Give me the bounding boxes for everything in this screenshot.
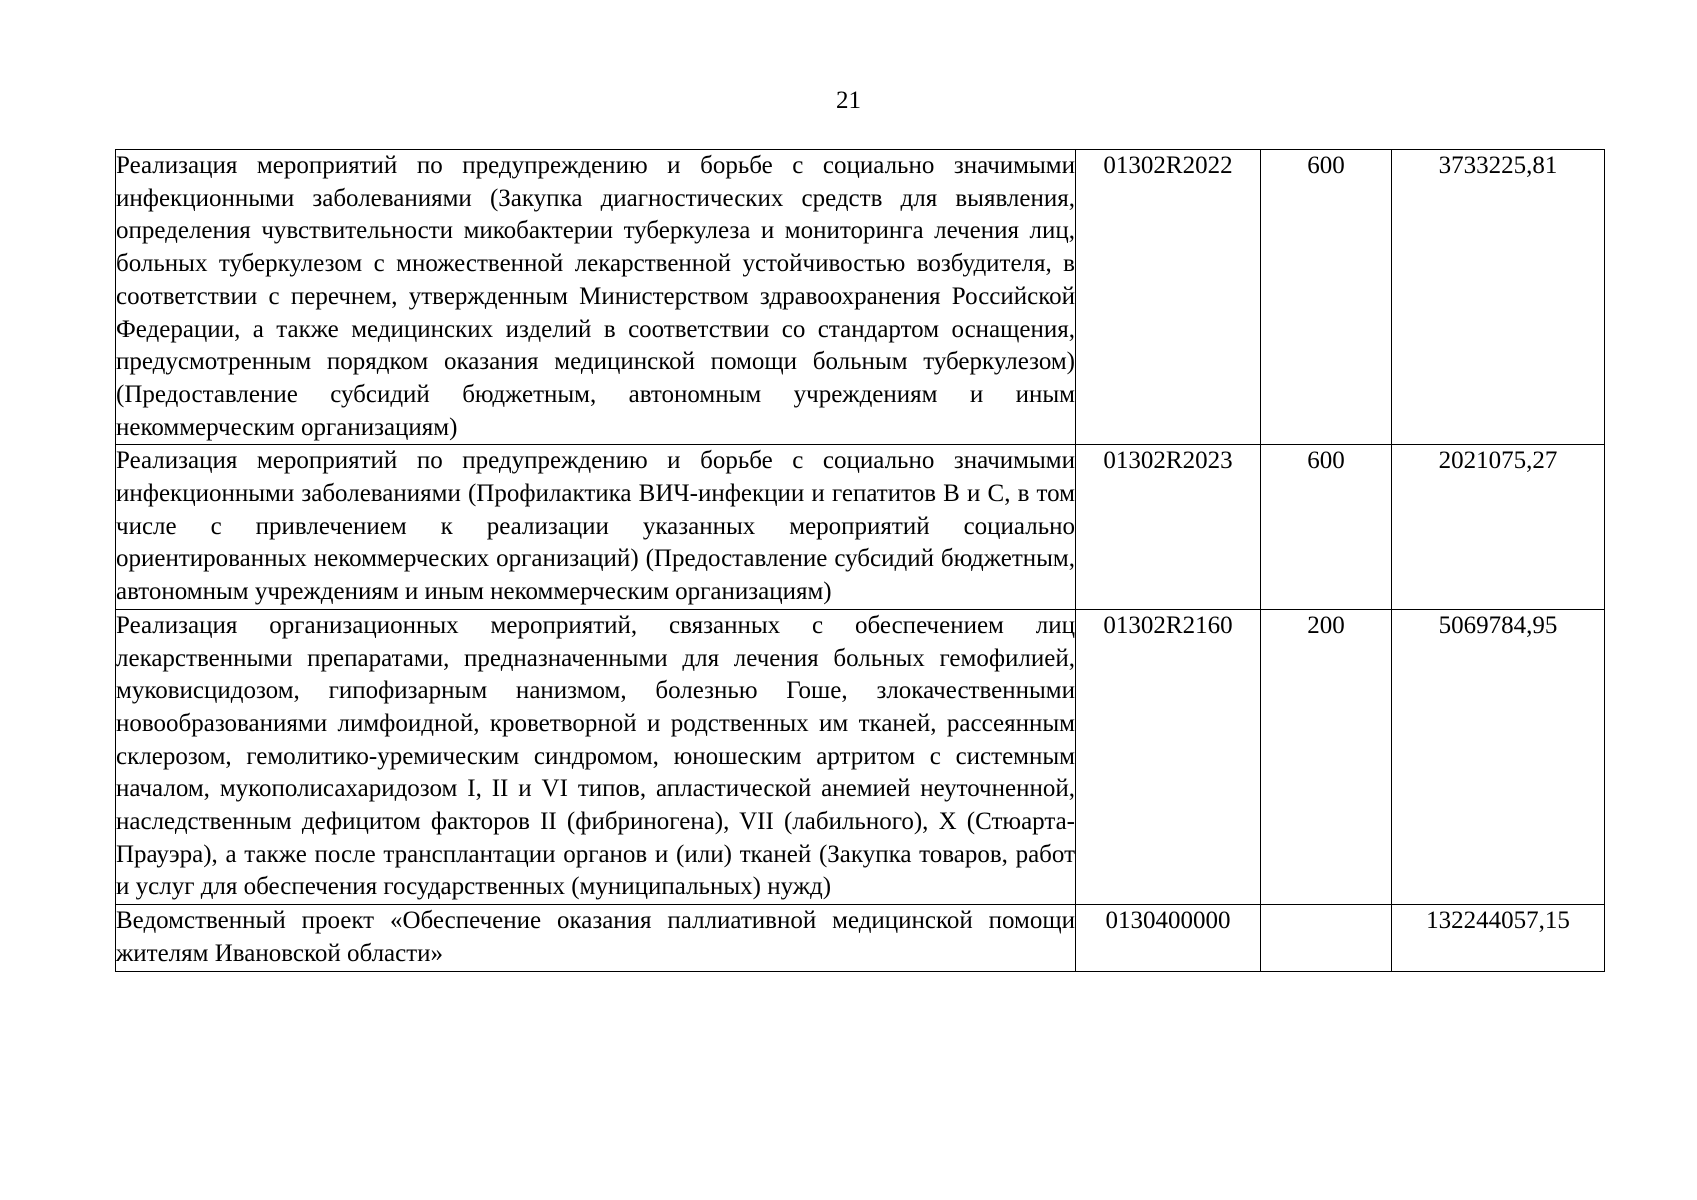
amount-cell: 132244057,15 xyxy=(1392,905,1605,971)
table-row xyxy=(116,609,1605,904)
amount-cell: 2021075,27 xyxy=(1392,445,1605,610)
budget-table xyxy=(115,149,1605,972)
expense-type-cell: 600 xyxy=(1261,150,1392,445)
table-row xyxy=(116,905,1605,971)
amount-cell: 3733225,81 xyxy=(1392,150,1605,445)
target-code-cell: 01302R2160 xyxy=(1076,609,1261,904)
expense-type-cell xyxy=(1261,905,1392,971)
target-code-cell: 0130400000 xyxy=(1076,905,1261,971)
expense-type-cell: 200 xyxy=(1261,609,1392,904)
expense-name-cell: Реализация мероприятий по предупреждению и борьбе с социально значимыми инфекционными заболеваниями (Профилактика ВИЧ-инфекции и гепатитов B и C, в том числе с привлечением к реализации указанных мероприятий социально ориентированных некоммерческих организаций) (Предоставление субсидий бюджетным, автономным учреждениям и иным некоммерческим организациям) xyxy=(116,445,1076,610)
page-number: 21 xyxy=(836,87,861,114)
expense-name-cell: Ведомственный проект «Обеспечение оказания паллиативной медицинской помощи жителям Ивановской области» xyxy=(116,905,1076,971)
amount-cell: 5069784,95 xyxy=(1392,609,1605,904)
target-code-cell: 01302R2023 xyxy=(1076,445,1261,610)
expense-name-cell: Реализация мероприятий по предупреждению и борьбе с социально значимыми инфекционными заболеваниями (Закупка диагностических средств для выявления, определения чувствительности микобактерии туберкулеза и мониторинга лечения лиц, больных туберкулезом с множественной лекарственной устойчивостью возбудителя, в соответствии с перечнем, утвержденным Министерством здравоохранения Российской Федерации, а также медицинских изделий в соответствии со стандартом оснащения, предусмотренным порядком оказания медицинской помощи больным туберкулезом) (Предоставление субсидий бюджетным, автономным учреждениям и иным некоммерческим организациям) xyxy=(116,150,1076,445)
table-row xyxy=(116,150,1605,445)
expense-name-cell: Реализация организационных мероприятий, связанных с обеспечением лиц лекарственными препаратами, предназначенными для лечения больных гемофилией, муковисцидозом, гипофизарным нанизмом, болезнью Гоше, злокачественными новообразованиями лимфоидной, кроветворной и родственных им тканей, рассеянным склерозом, гемолитико-уремическим синдромом, юношеским артритом с системным началом, мукополисахаридозом I, II и VI типов, апластической анемией неуточненной, наследственным дефицитом факторов II (фибриногена), VII (лабильного), X (Стюарта-Прауэра), а также после трансплантации органов и (или) тканей (Закупка товаров, работ и услуг для обеспечения государственных (муниципальных) нужд) xyxy=(116,609,1076,904)
expense-type-cell: 600 xyxy=(1261,445,1392,610)
target-code-cell: 01302R2022 xyxy=(1076,150,1261,445)
table-row xyxy=(116,445,1605,610)
